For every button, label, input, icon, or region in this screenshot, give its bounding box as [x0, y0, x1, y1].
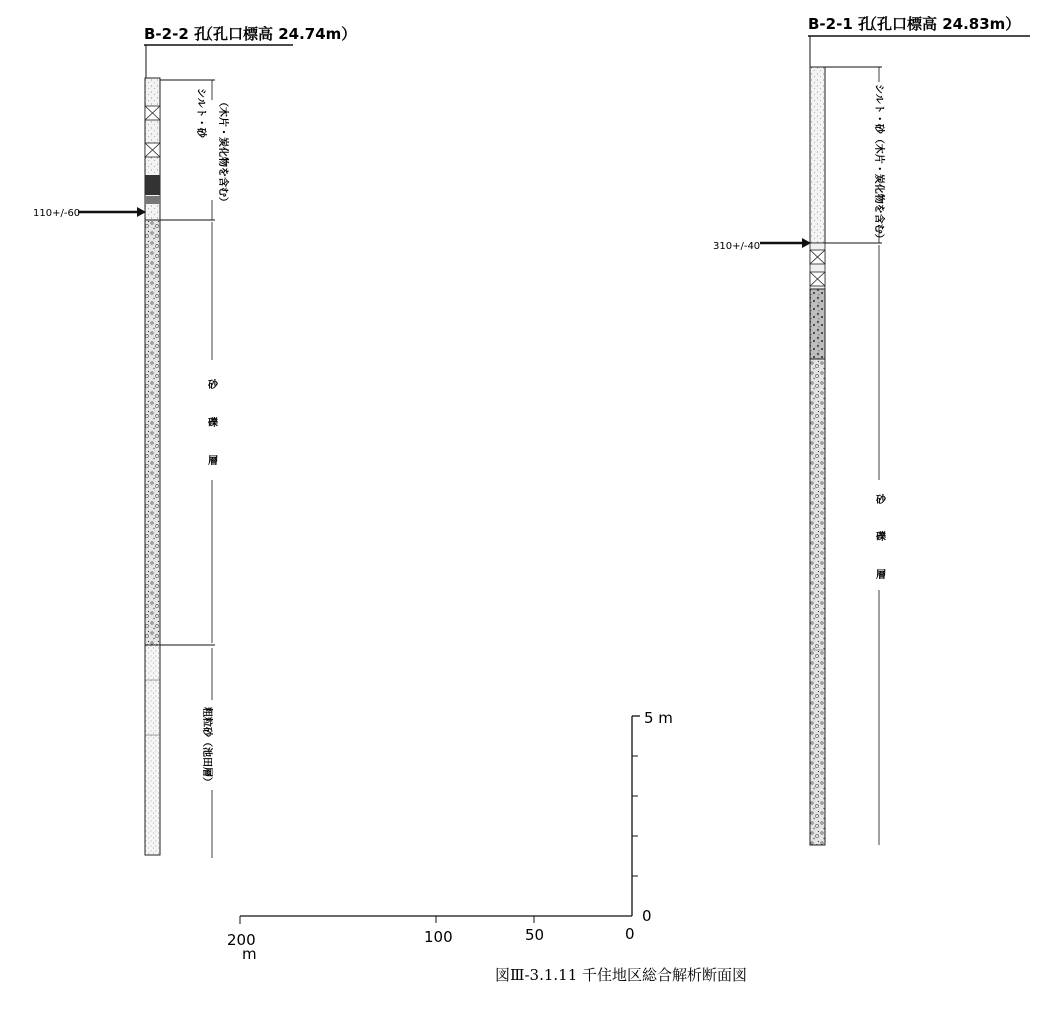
horizontal-scale-unit: m [242, 945, 257, 963]
horizontal-scale-label-0: 0 [625, 925, 635, 943]
borehole-b-2-2 [33, 25, 356, 858]
borehole-b-2-2-column [145, 78, 160, 855]
b-2-1-layer-silt-sand-wood: シルト・砂（木片・炭化物を含む） [873, 84, 884, 244]
b-2-1-layer-gravel-char-2: 礫 [876, 532, 886, 543]
horizontal-scale-label-50: 50 [525, 926, 545, 944]
b-2-2-date-label: 110+/-60 [33, 208, 81, 219]
borehole-b-2-2-elevation: （孔口標高 24.74m） [198, 25, 357, 43]
horizontal-scale-label-200: 200 [227, 931, 256, 949]
borehole-b-2-2-name: B-2-2 孔 [144, 25, 209, 43]
borehole-b-2-1-elevation: （孔口標高 24.83m） [862, 15, 1021, 33]
borehole-b-2-1-name: B-2-1 孔 [808, 15, 873, 33]
vertical-scale [632, 709, 673, 925]
b-2-2-layer-coarse-sand: 粗粒砂（池田層） [201, 707, 212, 787]
horizontal-scale [227, 916, 635, 963]
b-2-2-layer-wood-fragments: （木片・炭化物を含む） [217, 97, 228, 207]
horizontal-scale-label-100: 100 [424, 928, 453, 946]
borehole-b-2-1 [713, 15, 1030, 845]
b-2-1-date-label: 310+/-40 [713, 241, 761, 252]
b-2-2-layer-gravel-char-2: 礫 [208, 418, 218, 429]
borehole-b-2-1-column [810, 67, 825, 845]
b-2-2-layer-gravel-char-3: 層 [208, 456, 218, 467]
vertical-scale-bottom-label: 0 [642, 907, 652, 925]
figure-caption: 図Ⅲ-3.1.11 千住地区総合解析断面図 [495, 966, 748, 984]
vertical-scale-top-label: 5 m [644, 709, 673, 727]
b-2-1-layer-gravel-char-1: 砂 [876, 495, 886, 506]
b-2-2-layer-gravel-char-1: 砂 [208, 380, 218, 391]
b-2-1-layer-gravel-char-3: 層 [876, 570, 886, 581]
b-2-2-layer-silt-sand: シルト・砂 [195, 88, 206, 138]
